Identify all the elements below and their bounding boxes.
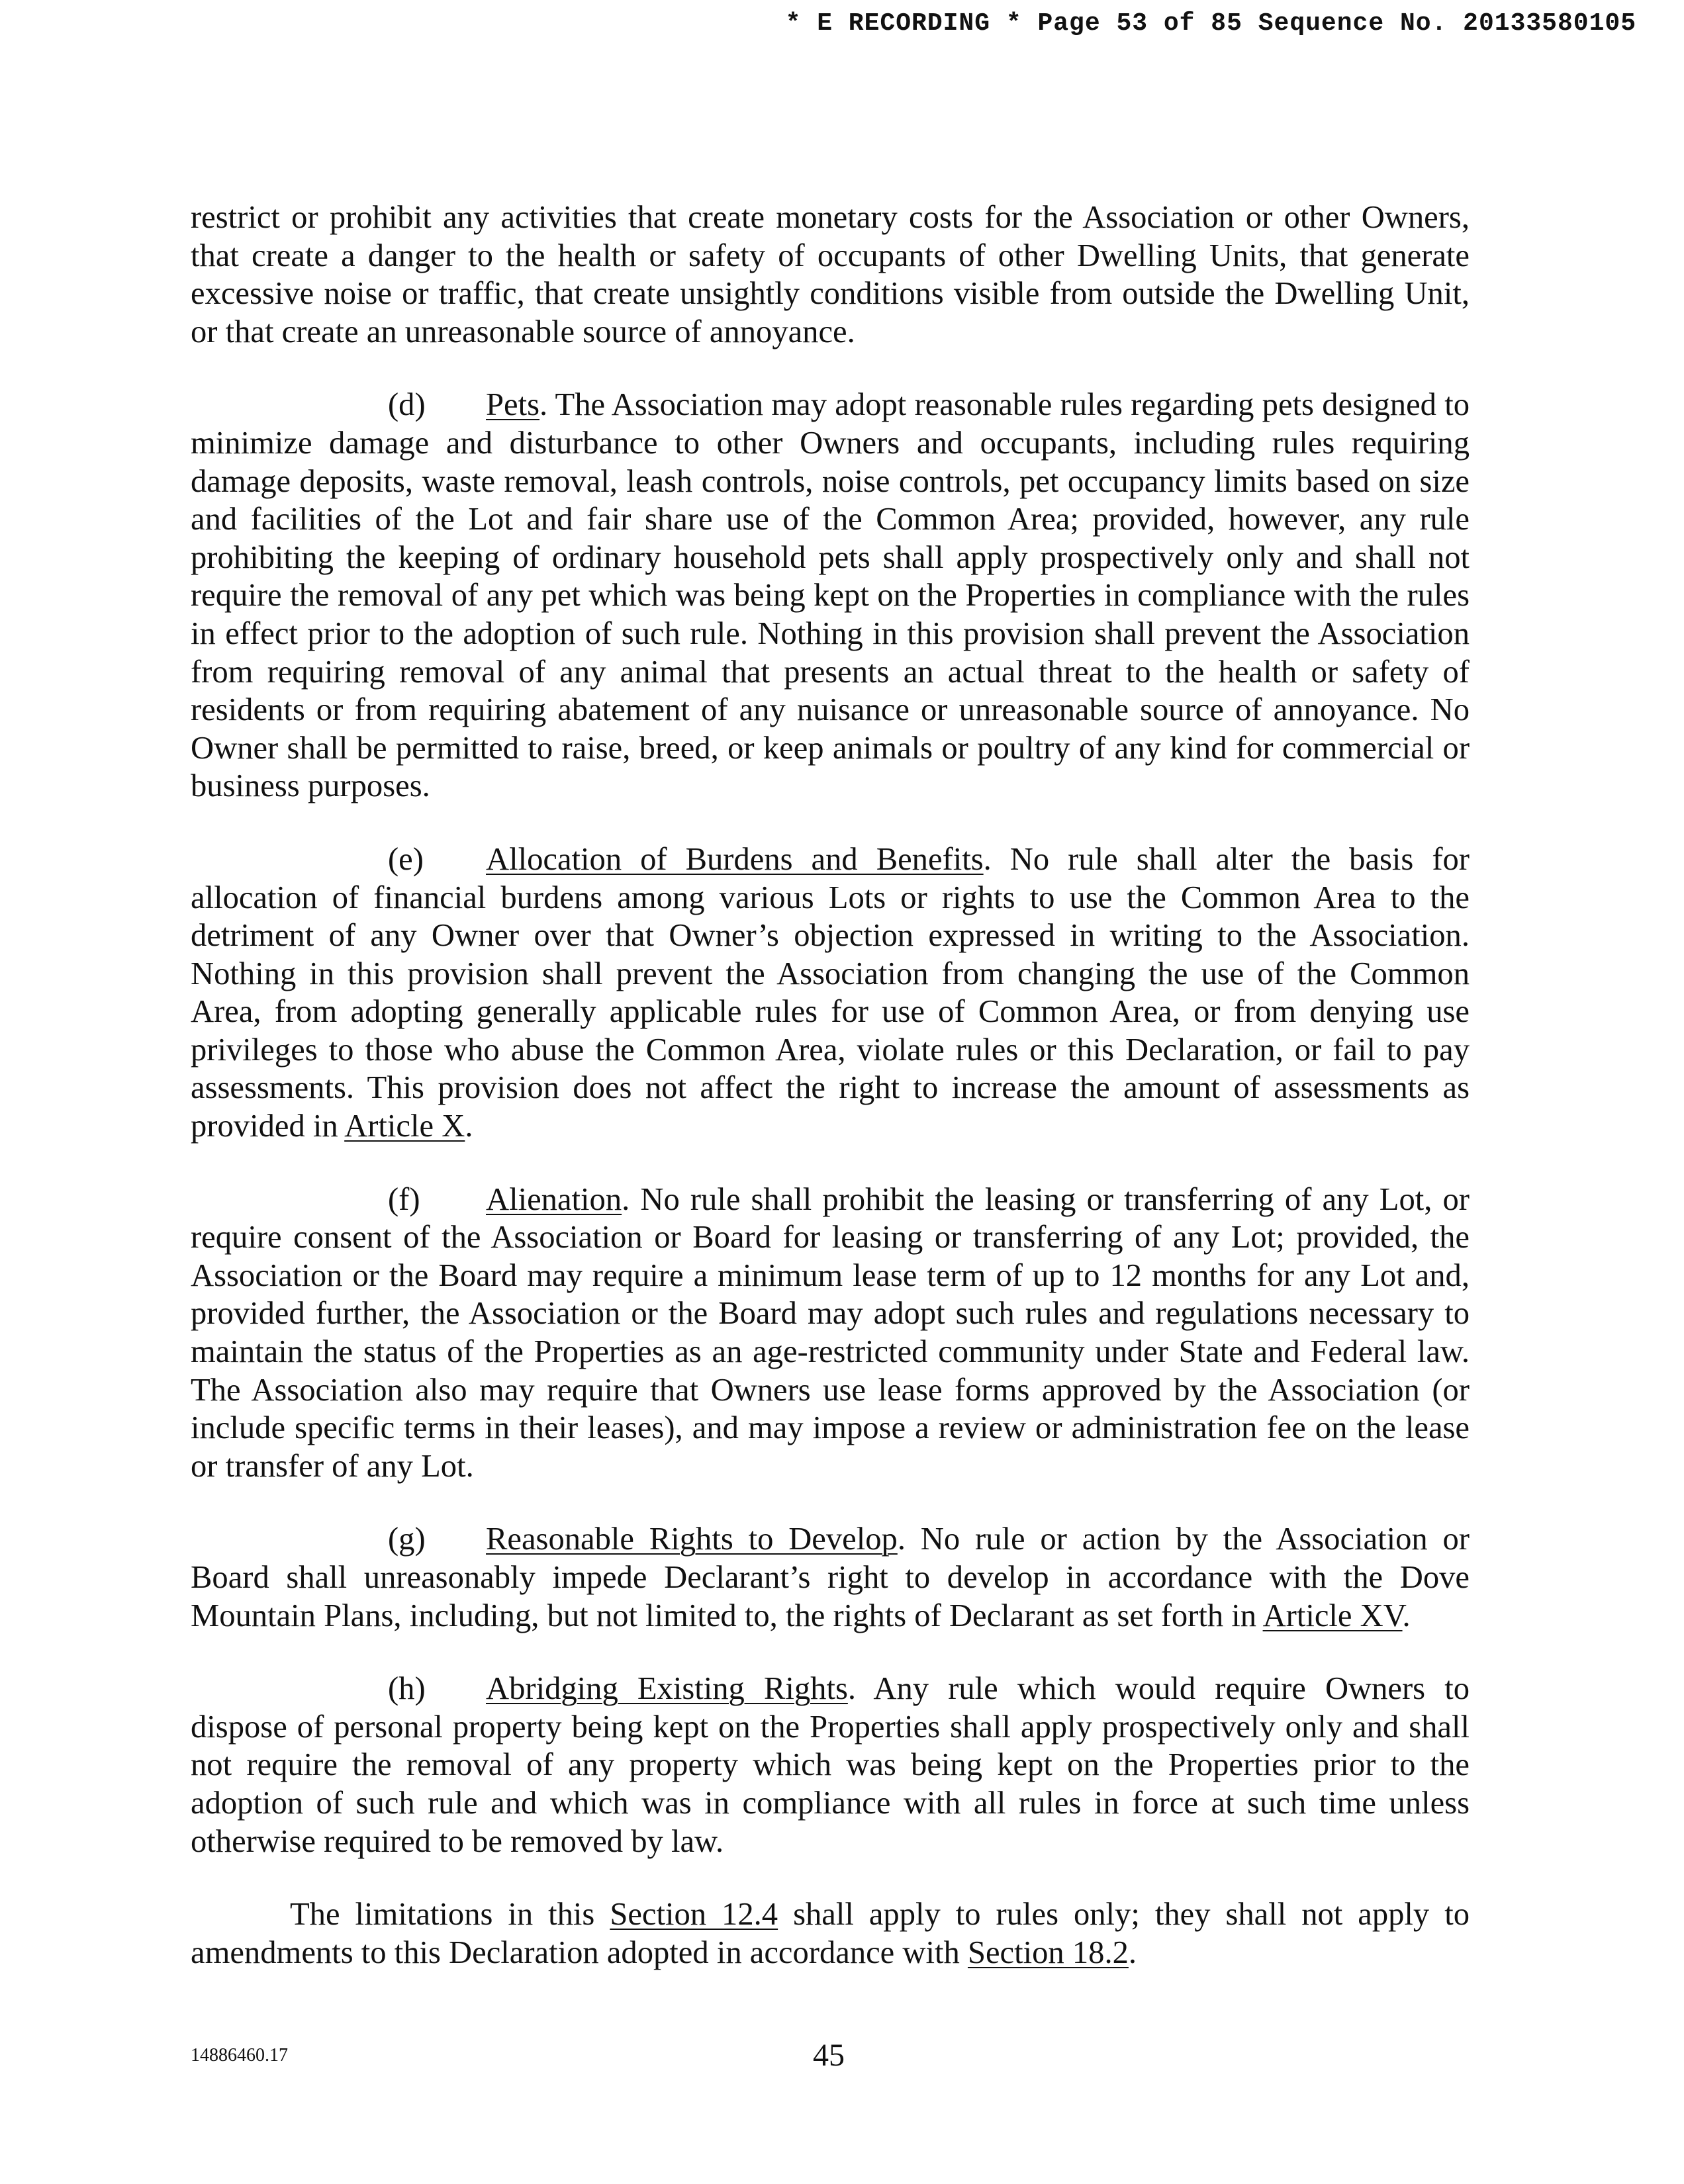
section-h-title: Abridging Existing Rights (486, 1670, 848, 1707)
section-e-title: Allocation of Burdens and Benefits (486, 841, 984, 877)
closing-end: . (1128, 1934, 1137, 1970)
recording-header: * E RECORDING * Page 53 of 85 Sequence No. 20133580105 (785, 9, 1636, 38)
section-h-abridging (191, 1670, 1470, 1860)
document-body (191, 199, 1470, 2007)
section-h-text: . Any rule which would require Owners to dispose of personal property being kept on the Properties shall apply prospectively only and shall not require the removal of any property which was being kept on the Properties prior to the adoption of such rule and which was in compliance with all rules in force at such time unless otherwise required to be removed by law. (191, 1670, 1470, 1859)
section-e-number: (e) (388, 841, 424, 877)
section-f-number: (f) (388, 1181, 420, 1217)
section-h-number: (h) (388, 1670, 426, 1707)
section-d-text: . The Association may adopt reasonable rules regarding pets designed to minimize damage and disturbance to other Owners and occupants, including rules requiring damage deposits, waste removal, leash controls, noise controls, pet occupancy limits based on size and facilities of the Lot and fair share use of the Common Area; provided, however, any rule prohibiting the keeping of ordinary household pets shall apply prospectively only and shall not require the removal of any pet which was being kept on the Properties in compliance with the rules in effect prior to the adoption of such rule. Nothing in this provision shall prevent the Association from requiring removal of any animal that presents an actual threat to the health or safety of residents or from requiring abatement of any nuisance or unreasonable source of annoyance. No Owner shall be permitted to raise, breed, or keep animals or poultry of any kind for commercial or business purposes. (191, 387, 1470, 804)
section-f-alienation (191, 1181, 1470, 1486)
section-g-number: (g) (388, 1521, 426, 1557)
closing-part1: The limitations in this (290, 1896, 610, 1933)
section-g-end: . (1402, 1597, 1411, 1633)
section-g-text: . No rule or action by the Association or Board shall unreasonably impede Declarant’s right to develop in accordance with the Dove Mountain Plans, including, but not limited to, the rights of Declarant as set forth in (191, 1521, 1470, 1633)
closing-part2: shall apply to rules only; they shall not apply to amendments to this Declaration adopted in accordance with (191, 1896, 1470, 1970)
closing-paragraph (191, 1895, 1470, 1972)
article-x-reference: Article X (344, 1108, 465, 1144)
section-f-title: Alienation (486, 1181, 622, 1217)
section-g-develop (191, 1520, 1470, 1635)
section-d-pets (191, 386, 1470, 805)
section-d-number: (d) (388, 387, 426, 423)
continuation-paragraph: restrict or prohibit any activities that create monetary costs for the Association or other Owners, that create a danger to the health or safety of occupants of other Dwelling Units, that generate excessive noise or traffic, that create unsightly conditions visible from outside the Dwelling Unit, or that create an unreasonable source of annoyance. (191, 199, 1470, 349)
section-g-title: Reasonable Rights to Develop (486, 1521, 898, 1557)
document-id: 14886460.17 (191, 2045, 288, 2066)
article-xv-reference: Article XV (1262, 1597, 1403, 1633)
section-e-text: . No rule shall alter the basis for allocation of financial burdens among various Lots or rights to use the Common Area to the detriment of any Owner over that Owner’s objection expressed in writing to the Association. Nothing in this provision shall prevent the Association from changing the use of the Common Area, from adopting generally applicable rules for use of Common Area, or from denying use privileges to those who abuse the Common Area, violate rules or this Declaration, or fail to pay assessments. This provision does not affect the right to increase the amount of assessments as provided in (191, 841, 1470, 1144)
section-e-end: . (465, 1108, 473, 1144)
section-12-4-reference: Section 12.4 (610, 1896, 778, 1933)
page-number: 45 (813, 2038, 845, 2073)
section-d-title: Pets (486, 387, 540, 423)
section-18-2-reference: Section 18.2 (967, 1934, 1129, 1970)
section-f-text: . No rule shall prohibit the leasing or transferring of any Lot, or require consent of the Association or Board for leasing or transferring of any Lot; provided, the Association or the Board may require a minimum lease term of up to 12 months for any Lot and, provided further, the Association or the Board may adopt such rules and regulations necessary to maintain the status of the Properties as an age-restricted community under State and Federal law. The Association also may require that Owners use lease forms approved by the Association (or include specific terms in their leases), and may impose a review or administration fee on the lease or transfer of any Lot. (191, 1181, 1470, 1484)
section-e-allocation (191, 841, 1470, 1146)
